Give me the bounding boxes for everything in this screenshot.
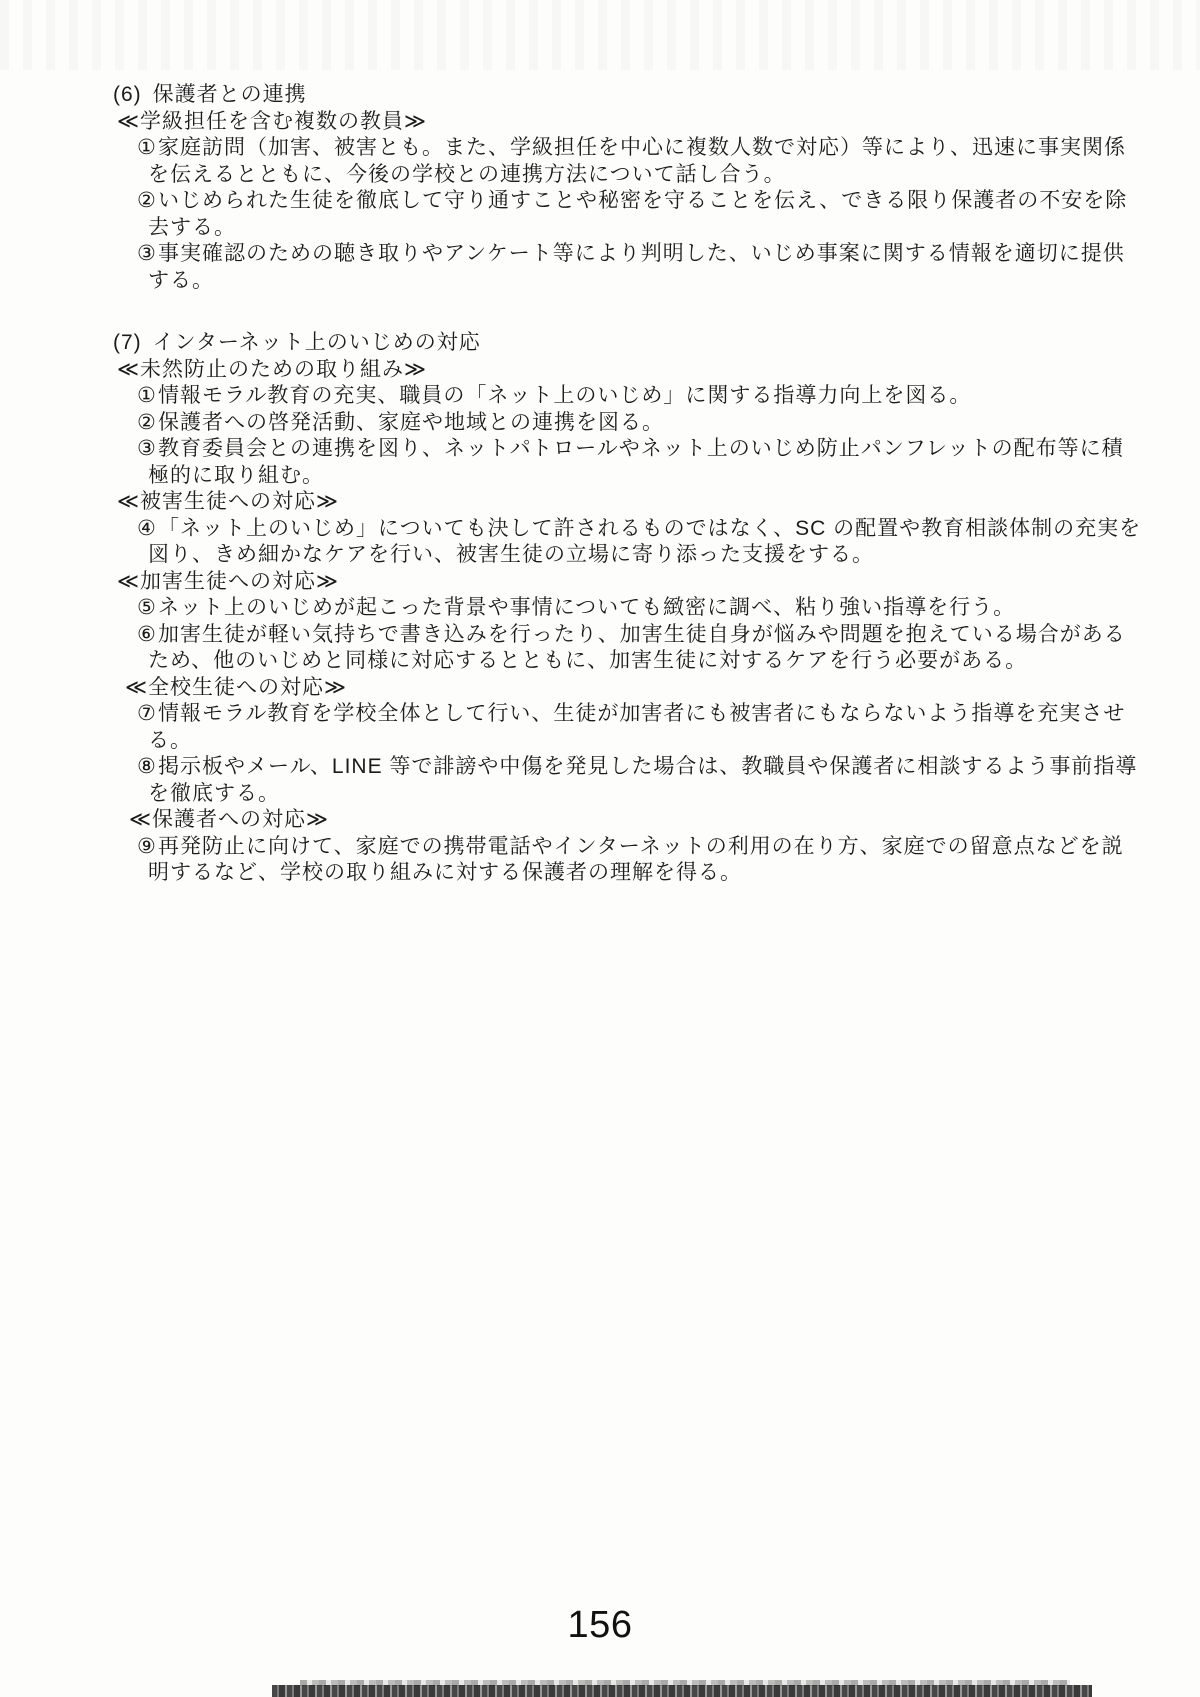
group-label: ≪加害生徒への対応≫	[117, 569, 339, 593]
list-item	[113, 188, 1140, 241]
item-number: ①	[137, 136, 157, 159]
item-continuation-line: を伝えるとともに、今後の学校との連携方法について話し合う。	[148, 162, 786, 186]
list-item	[113, 754, 1140, 807]
section-number: (6)	[113, 83, 142, 106]
section-heading	[113, 82, 1140, 109]
item-number: ⑦	[137, 702, 157, 725]
item-text-line: ⑤ネット上のいじめが起こった背景や事情についても緻密に調べ、粘り強い指導を行う。	[113, 595, 1140, 622]
section-7	[113, 330, 1140, 887]
item-text-line: ⑧掲示板やメール、LINE 等で誹謗や中傷を発見した場合は、教職員や保護者に相談するよう事前指導	[113, 754, 1140, 781]
item-text-line: ⑦情報モラル教育を学校全体として行い、生徒が加害者にも被害者にもならないよう指導を充実させ	[113, 701, 1140, 728]
section-title: インターネット上のいじめの対応	[152, 331, 481, 354]
item-continuation-line: 去する。	[148, 215, 236, 239]
list-item	[113, 410, 1140, 437]
scan-noise-top	[0, 0, 1200, 70]
item-continuation-line: を徹底する。	[148, 781, 280, 805]
group-label: ≪保護者への対応≫	[129, 808, 329, 831]
list-item	[113, 595, 1140, 622]
group-label: ≪全校生徒への対応≫	[125, 675, 347, 699]
list-item	[113, 516, 1140, 569]
item-continuation-line: する。	[148, 268, 214, 292]
item-text-line: ⑨再発防止に向けて、家庭での携帯電話やインターネットの利用の在り方、家庭での留意点などを説	[113, 834, 1140, 861]
document-content	[113, 82, 1140, 887]
item-number: ⑧	[137, 755, 157, 778]
scan-noise-bottom-dark	[272, 1685, 1092, 1697]
item-text-line: ①家庭訪問（加害、被害とも。また、学級担任を中心に複数人数で対応）等により、迅速に事実関係	[113, 135, 1140, 162]
item-text-line: ④「ネット上のいじめ」についても決して許されるものではなく、SC の配置や教育相談体制の充実を	[113, 516, 1140, 543]
list-item	[113, 436, 1140, 489]
list-item	[113, 383, 1140, 410]
item-number: ④	[137, 516, 157, 540]
list-item	[113, 241, 1140, 294]
item-continuation-line: ため、他のいじめと同様に対応するとともに、加害生徒に対するケアを行う必要がある。	[148, 649, 1028, 672]
item-number: ⑥	[137, 622, 157, 646]
section-number: (7)	[113, 331, 142, 354]
list-item	[113, 622, 1140, 675]
scan-noise-bottom-light	[300, 1680, 1070, 1686]
item-continuation-line: 明するなど、学校の取り組みに対する保護者の理解を得る。	[148, 861, 742, 884]
item-number: ⑨	[137, 834, 157, 858]
item-continuation-line: 極的に取り組む。	[148, 463, 324, 487]
item-number: ②	[137, 410, 157, 434]
section-title: 保護者との連携	[152, 83, 307, 106]
item-text-line: ⑥加害生徒が軽い気持ちで書き込みを行ったり、加害生徒自身が悩みや問題を抱えている場合がある	[113, 622, 1140, 649]
group-label: ≪未然防止のための取り組み≫	[117, 357, 427, 381]
section-heading	[113, 330, 1140, 357]
item-text-line: ②いじめられた生徒を徹底して守り通すことや秘密を守ることを伝え、できる限り保護者の不安を除	[113, 188, 1140, 215]
item-continuation-line: 図り、きめ細かなケアを行い、被害生徒の立場に寄り添った支援をする。	[148, 543, 874, 566]
item-number: ③	[137, 242, 157, 265]
item-number: ②	[137, 189, 157, 212]
item-text-line: ①情報モラル教育の充実、職員の「ネット上のいじめ」に関する指導力向上を図る。	[113, 383, 1140, 410]
item-number: ①	[137, 384, 157, 407]
item-text-line: ③教育委員会との連携を図り、ネットパトロールやネット上のいじめ防止パンフレットの配布等に積	[113, 436, 1140, 463]
group-label: ≪学級担任を含む複数の教員≫	[117, 109, 427, 133]
item-number: ③	[137, 437, 157, 460]
list-item	[113, 701, 1140, 754]
group-label: ≪被害生徒への対応≫	[117, 490, 339, 513]
item-continuation-line: る。	[148, 728, 192, 752]
list-item	[113, 834, 1140, 887]
item-text-line: ②保護者への啓発活動、家庭や地域との連携を図る。	[113, 410, 1140, 437]
list-item	[113, 135, 1140, 188]
item-text-line: ③事実確認のための聴き取りやアンケート等により判明した、いじめ事案に関する情報を適切に提供	[113, 241, 1140, 268]
section-6	[113, 82, 1140, 294]
item-number: ⑤	[137, 596, 157, 619]
page-number: 156	[567, 1604, 633, 1646]
